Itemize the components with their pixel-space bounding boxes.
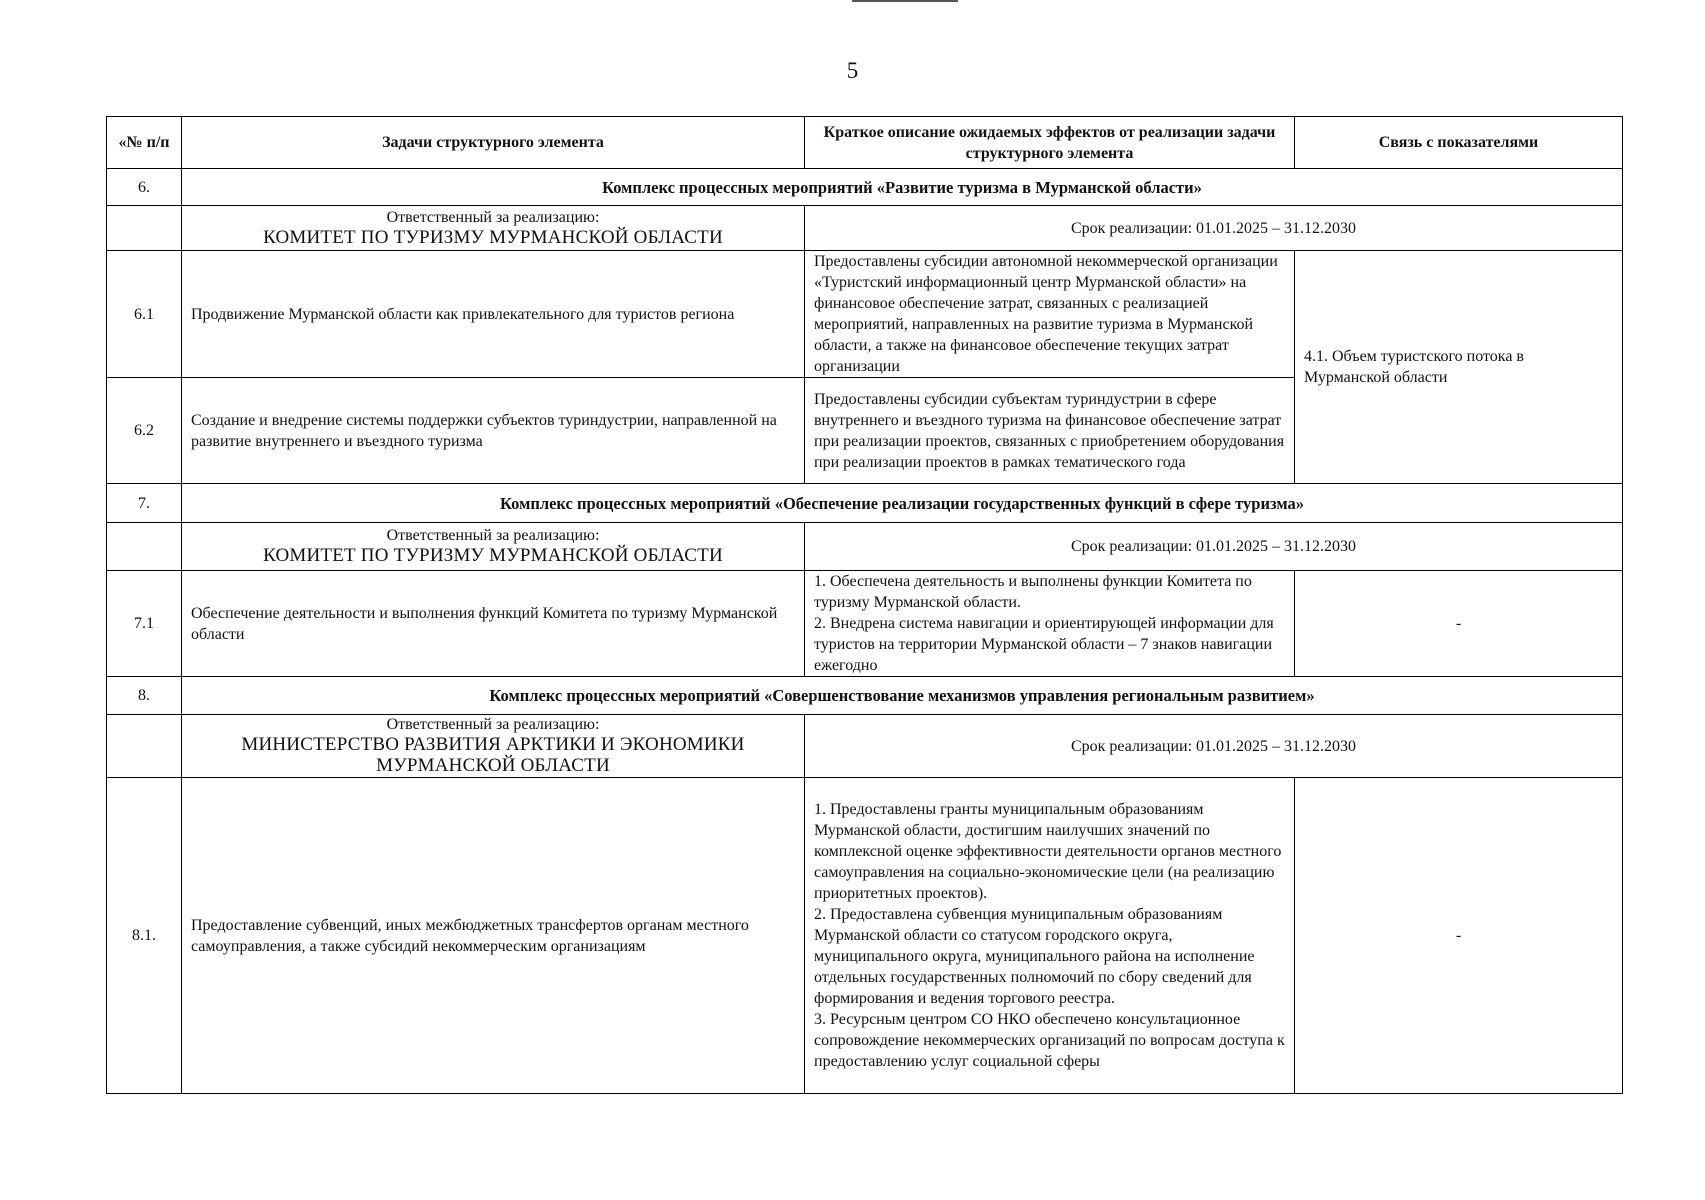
row-number: 7.1: [107, 571, 182, 677]
section-title-row: [107, 677, 1623, 715]
row-task: Обеспечение деятельности и выполнения функций Комитета по туризму Мурманской области: [182, 571, 805, 677]
section-title-row: [107, 484, 1623, 523]
table-row: [107, 571, 1623, 677]
responsible-org: КОМИТЕТ ПО ТУРИЗМУ МУРМАНСКОЙ ОБЛАСТИ: [263, 226, 723, 248]
row-task: Создание и внедрение системы поддержки субъектов туриндустрии, направленной на развитие внутреннего и въездного туризма: [182, 378, 805, 484]
top-rule: [852, 0, 958, 2]
header-num: «№ п/п: [107, 117, 182, 169]
row-link: 4.1. Объем туристского потока в Мурманской области: [1295, 251, 1623, 484]
section-title: Комплекс процессных мероприятий «Совершенствование механизмов управления региональным развитием»: [182, 677, 1623, 715]
term-cell: Срок реализации: 01.01.2025 – 31.12.2030: [805, 715, 1623, 778]
row-effects: Предоставлены субсидии субъектам туриндустрии в сфере внутреннего и въездного туризма на финансовое обеспечение затрат при реализации проектов, связанных с приобретением оборудования при реализации проектов в рамках тематического года: [805, 378, 1295, 484]
responsible-label: Ответственный за реализацию:: [386, 208, 600, 226]
row-task: Продвижение Мурманской области как привлекательного для туристов региона: [182, 251, 805, 378]
section-number: 7.: [107, 484, 182, 523]
responsible-label: Ответственный за реализацию:: [386, 527, 600, 544]
responsible-org-line1: МИНИСТЕРСТВО РАЗВИТИЯ АРКТИКИ И ЭКОНОМИКИ: [241, 734, 745, 755]
responsible-cell: [182, 715, 805, 778]
table-header-row: [107, 117, 1623, 169]
header-effects: Краткое описание ожидаемых эффектов от реализации задачи структурного элемента: [805, 117, 1295, 169]
table-row: [107, 251, 1623, 378]
responsible-cell: [182, 523, 805, 571]
row-link: -: [1295, 778, 1623, 1094]
header-task: Задачи структурного элемента: [182, 117, 805, 169]
section-number: 6.: [107, 169, 182, 206]
term-cell: Срок реализации: 01.01.2025 – 31.12.2030: [805, 523, 1623, 571]
row-task: Предоставление субвенций, иных межбюджетных трансфертов органам местного самоуправления, а также субсидий некоммерческим организациям: [182, 778, 805, 1094]
section-title-row: [107, 169, 1623, 206]
row-number: 6.1: [107, 251, 182, 378]
responsible-row: [107, 206, 1623, 251]
header-link: Связь с показателями: [1295, 117, 1623, 169]
row-effects: Предоставлены субсидии автономной некоммерческой организации «Туристский информационный центр Мурманской области» на финансовое обеспечение затрат, связанных с реализацией мероприятий, направленных на развитие туризма в Мурманской области, а также на финансовое обеспечение текущих затрат организации: [805, 251, 1295, 378]
responsible-row: [107, 715, 1623, 778]
responsible-cell: [182, 206, 805, 251]
responsible-label: Ответственный за реализацию:: [386, 716, 600, 733]
row-link: -: [1295, 571, 1623, 677]
section-title: Комплекс процессных мероприятий «Обеспечение реализации государственных функций в сфере туризма»: [182, 484, 1623, 523]
term-cell: Срок реализации: 01.01.2025 – 31.12.2030: [805, 206, 1623, 251]
page-number: 5: [846, 58, 859, 83]
row-effects: 1. Обеспечена деятельность и выполнены функции Комитета по туризму Мурманской области. 2. Внедрена система навигации и ориентирующей информации для туристов на территории Мурманской области – 7 знаков навигации ежегодно: [805, 571, 1295, 677]
section-title: Комплекс процессных мероприятий «Развитие туризма в Мурманской области»: [182, 169, 1623, 206]
table-row: [107, 778, 1623, 1094]
responsible-org: КОМИТЕТ ПО ТУРИЗМУ МУРМАНСКОЙ ОБЛАСТИ: [263, 545, 723, 566]
row-number: 8.1.: [107, 778, 182, 1094]
section-number: 8.: [107, 677, 182, 715]
structural-elements-table: [106, 116, 1623, 1094]
row-number: 6.2: [107, 378, 182, 484]
row-effects: 1. Предоставлены гранты муниципальным образованиям Мурманской области, достигшим наилучших значений по комплексной оценке эффективности деятельности органов местного самоуправления на социально-экономические цели (на реализацию приоритетных проектов). 2. Предоставлена субвенция муниципальным образованиям Мурманской области со статусом городского округа, муниципального округа, муниципального района на исполнение отдельных государственных полномочий по сбору сведений для формирования и ведения торгового реестра. 3. Ресурсным центром СО НКО обеспечено консультационное сопровождение некоммерческих организаций по вопросам доступа к предоставлению услуг социальной сферы: [805, 778, 1295, 1094]
responsible-org-line2: МУРМАНСКОЙ ОБЛАСТИ: [376, 755, 610, 776]
responsible-row: [107, 523, 1623, 571]
